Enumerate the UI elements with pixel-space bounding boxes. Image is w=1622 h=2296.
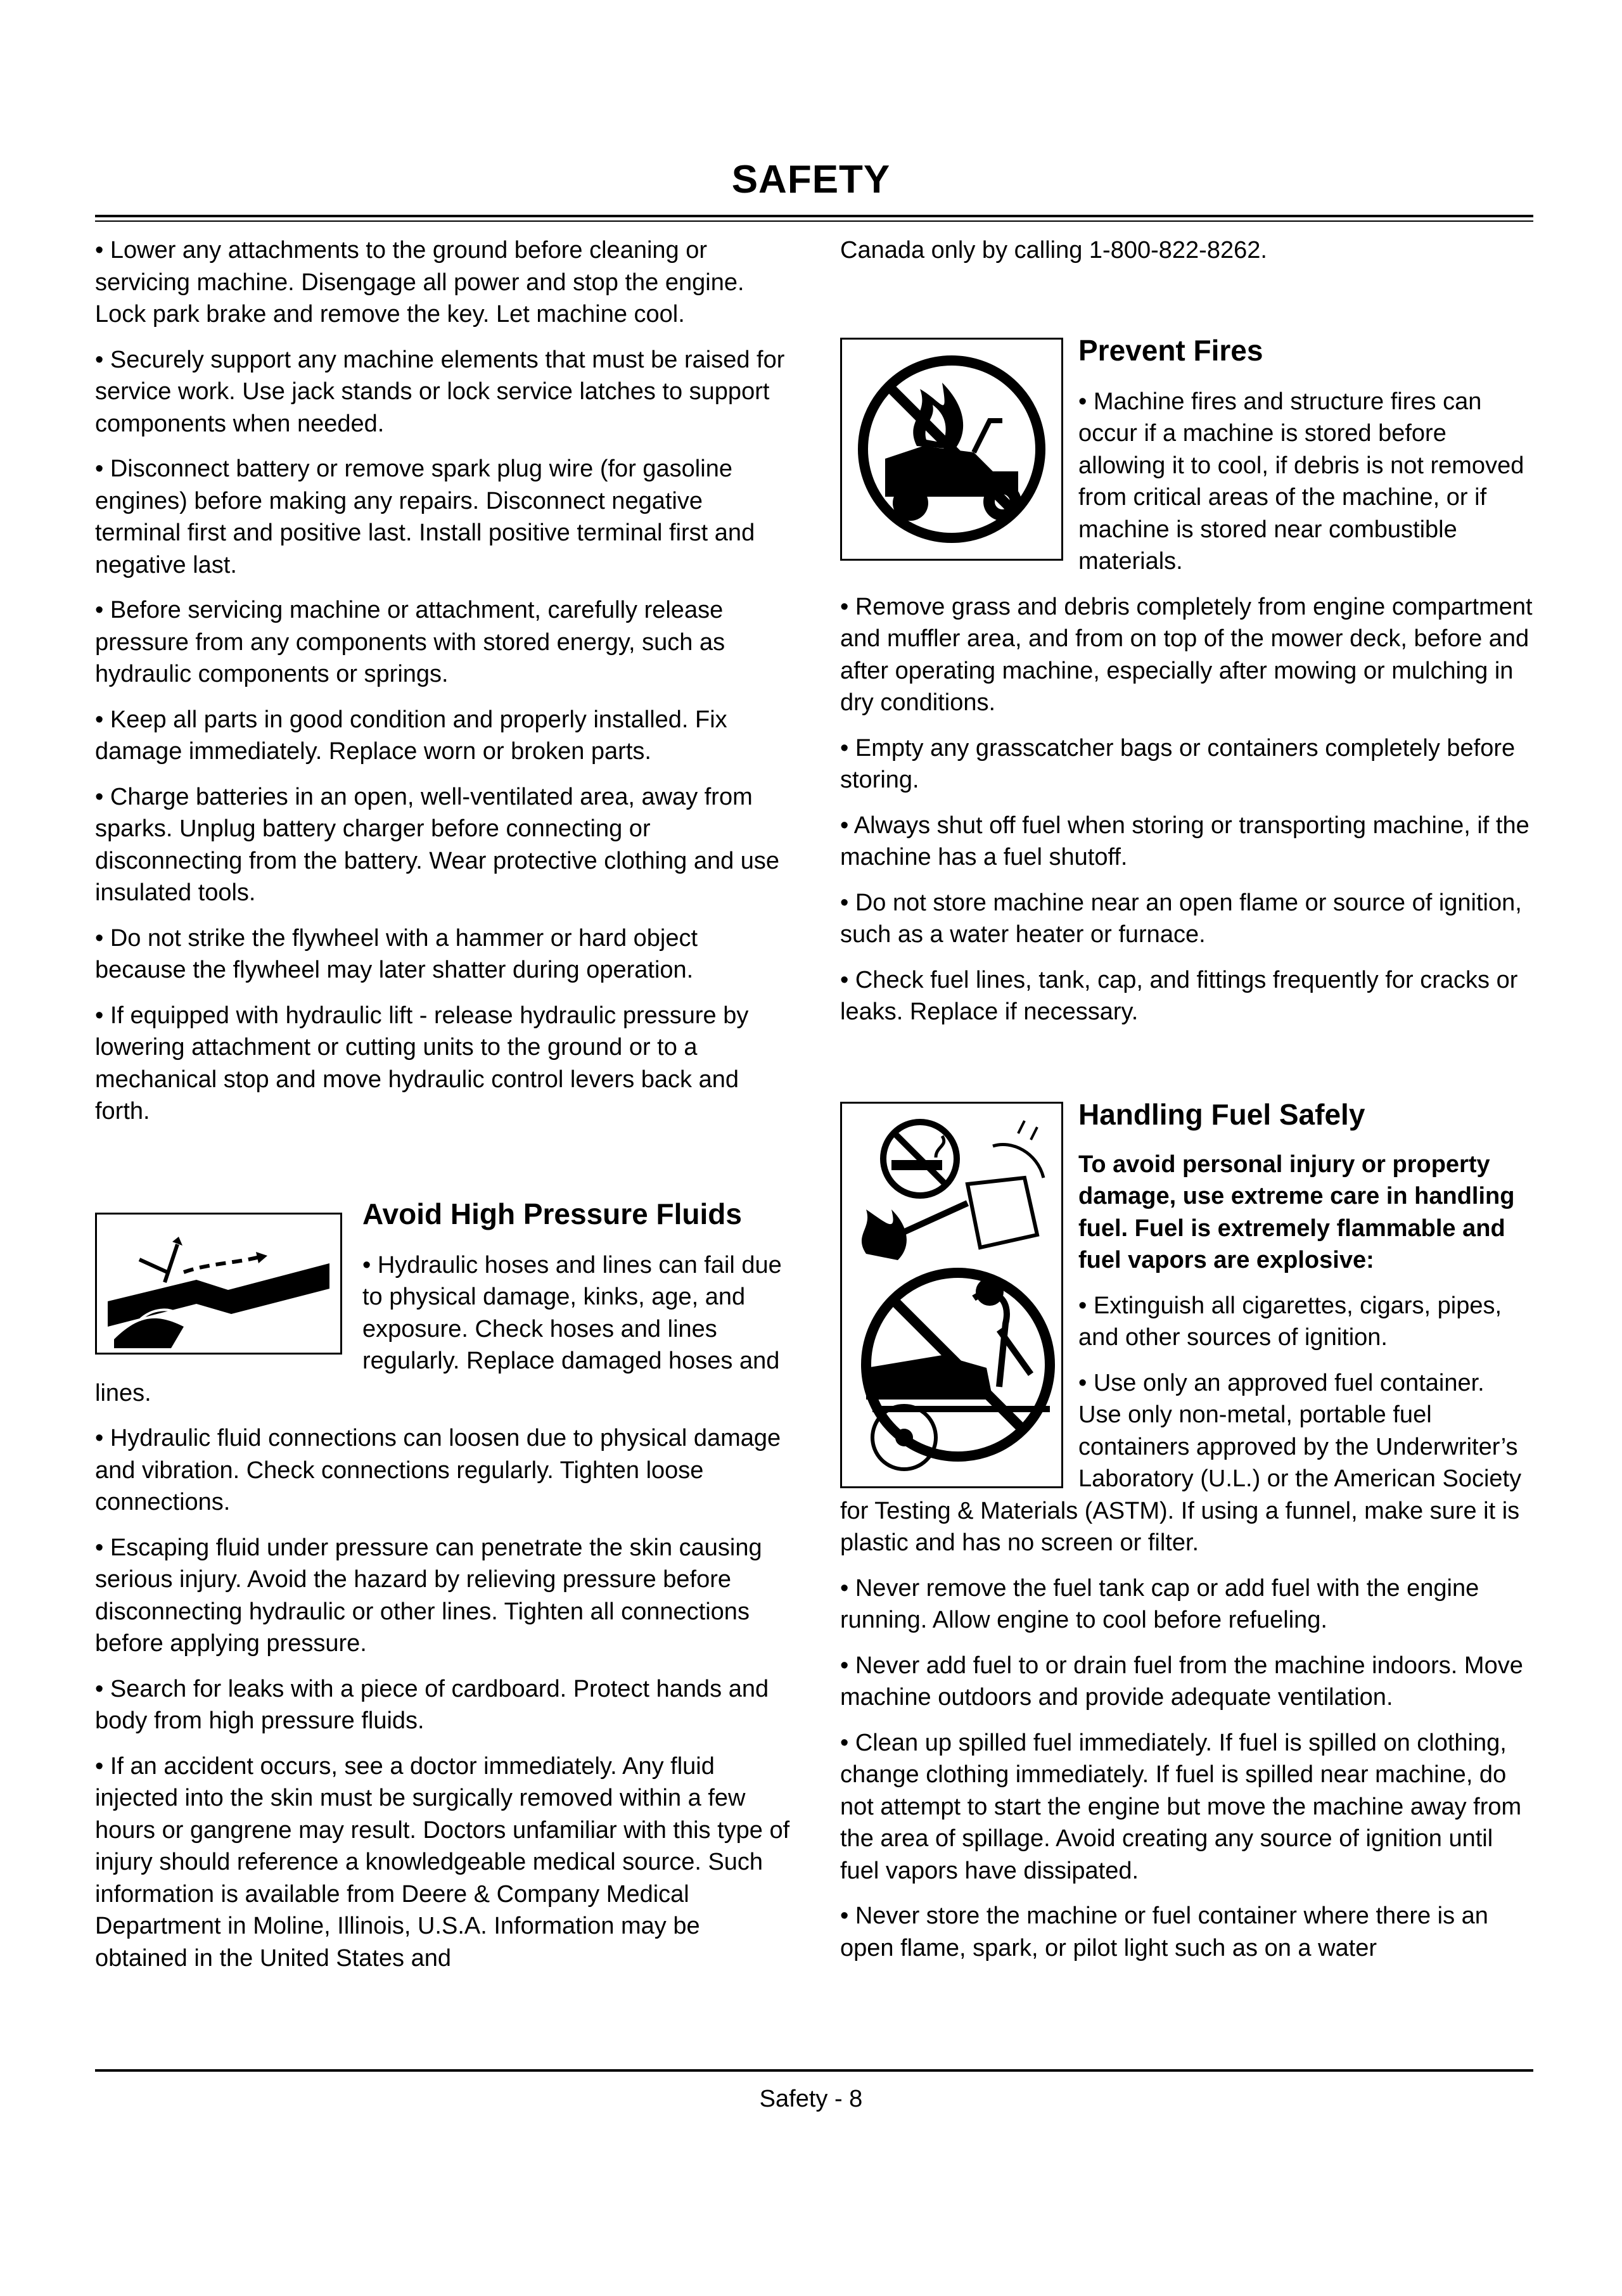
paragraph: • Never store the machine or fuel container where there is an open flame, spark, or pilot light such as on a water [840,1903,1488,1961]
paragraph: • If an accident occurs, see a doctor immediately. Any fluid injected into the skin must be surgically removed within a few hours or gangrene may result. Doctors unfamiliar with this type of injury should reference a knowledgeable medical source. Such information is available from Deere & Company Medical Department in Moline, Illinois, U.S.A. Information may be obtained in the United States and [95,1752,790,1972]
paragraph: • Clean up spilled fuel immediately. If fuel is spilled on clothing, change clothing immediately. If fuel is spilled near machine, do not attempt to start the engine but move the machine away from the area of spillage. Avoid creating any source of ignition until fuel vapors have dissipated. [840,1729,1522,1884]
paragraph: • Disconnect battery or remove spark plug wire (for gasoline engines) before making any repairs. Disconnect negative terminal first and positive last. Install positive terminal first and negative last. [95,456,755,578]
fuel-safety-icon [840,1102,1063,1488]
paragraph: • Do not store machine near an open flame or source of ignition, such as a water heater or furnace. [840,889,1522,948]
paragraph: • Lower any attachments to the ground before cleaning or servicing machine. Disengage all power and stop the engine. Lock park brake and remove the key. Let machine cool. [95,237,744,328]
paragraph: • Keep all parts in good condition and properly installed. Fix damage immediately. Replace worn or broken parts. [95,706,727,765]
paragraph: • If equipped with hydraulic lift - release hydraulic pressure by lowering attachment or cutting units to the ground or to a mechanical stop and move hydraulic control levers back and forth. [95,1002,749,1125]
paragraph: • Search for leaks with a piece of cardboard. Protect hands and body from high pressure fluids. [95,1675,769,1734]
paragraph: • Before servicing machine or attachment, carefully release pressure from any components with stored energy, such as hydraulic components or springs. [95,597,725,687]
paragraph: • Charge batteries in an open, well-ventilated area, away from sparks. Unplug battery charger before connecting or disconnecting from the battery. Wear protective clothing and use insulated tools. [95,783,780,906]
no-fire-mower-icon [840,338,1063,561]
paragraph: Canada only by calling 1-800-822-8262. [840,237,1267,264]
paragraph: • Check fuel lines, tank, cap, and fittings frequently for cracks or leaks. Replace if necessary. [840,966,1518,1025]
header-rule [95,215,1533,217]
paragraph: • Always shut off fuel when storing or transporting machine, if the machine has a fuel shutoff. [840,812,1529,871]
section-heading: Prevent Fires [1078,333,1263,367]
page-number: Safety - 8 [759,2086,863,2112]
warning-text: To avoid personal injury or property damage, use extreme care in handling fuel. Fuel is extremely flammable and fuel vapors are explosive: [1078,1151,1515,1273]
paragraph: • Hydraulic fluid connections can loosen due to physical damage and vibration. Check connections regularly. Tighten loose connections. [95,1425,781,1515]
high-pressure-fluid-icon [95,1213,342,1355]
paragraph: • Escaping fluid under pressure can penetrate the skin causing serious injury. Avoid the hazard by relieving pressure before disconnecting hydraulic or other lines. Tighten all connections before applying pressure. [95,1534,762,1657]
right-column [840,234,1533,1977]
paragraph: • Empty any grasscatcher bags or containers completely before storing. [840,734,1516,793]
page-title: SAFETY [731,158,891,201]
high-pressure-section [95,1196,792,1975]
paragraph: • Securely support any machine elements that must be raised for service work. Use jack stands or lock service latches to support components when needed. [95,346,785,437]
paragraph: • Do not strike the flywheel with a hammer or hard object because the flywheel may later shatter during operation. [95,924,698,983]
section-heading: Avoid High Pressure Fluids [362,1197,742,1230]
header-rule-thin [95,220,1533,222]
paragraph: • Never add fuel to or drain fuel from the machine indoors. Move machine outdoors and provide adequate ventilation. [840,1652,1523,1711]
prevent-fires-section [840,333,1533,1028]
paragraph: • Machine fires and structure fires can occur if a machine is stored before allowing it to cool, if debris is not removed from critical areas of the machine, or if machine is stored near combustible materials. [1078,388,1524,575]
paragraph: • Never remove the fuel tank cap or add fuel with the engine running. Allow engine to cool before refueling. [840,1574,1479,1633]
paragraph: • Use only an approved fuel container. Use only non-metal, portable fuel containers approved by the Underwriter’s Laboratory (U.L.) or the American Society for Testing & Materials (ASTM). If using a funnel, make sure it is plastic and has no screen or filter. [840,1369,1522,1556]
paragraph: • Hydraulic hoses and lines can fail due to physical damage, kinks, age, and exposure. Check hoses and lines regularly. Replace damaged hoses and lines. [95,1251,782,1406]
paragraph: • Extinguish all cigarettes, cigars, pipes, and other sources of ignition. [1078,1292,1502,1351]
footer-rule [95,2069,1533,2072]
section-heading: Handling Fuel Safely [1078,1097,1365,1131]
left-column [95,234,792,1987]
paragraph: • Remove grass and debris completely from engine compartment and muffler area, and from on top of the mower deck, before and after operating machine, especially after mowing or mulching in dry conditions. [840,593,1533,716]
handling-fuel-section [840,1097,1533,1965]
